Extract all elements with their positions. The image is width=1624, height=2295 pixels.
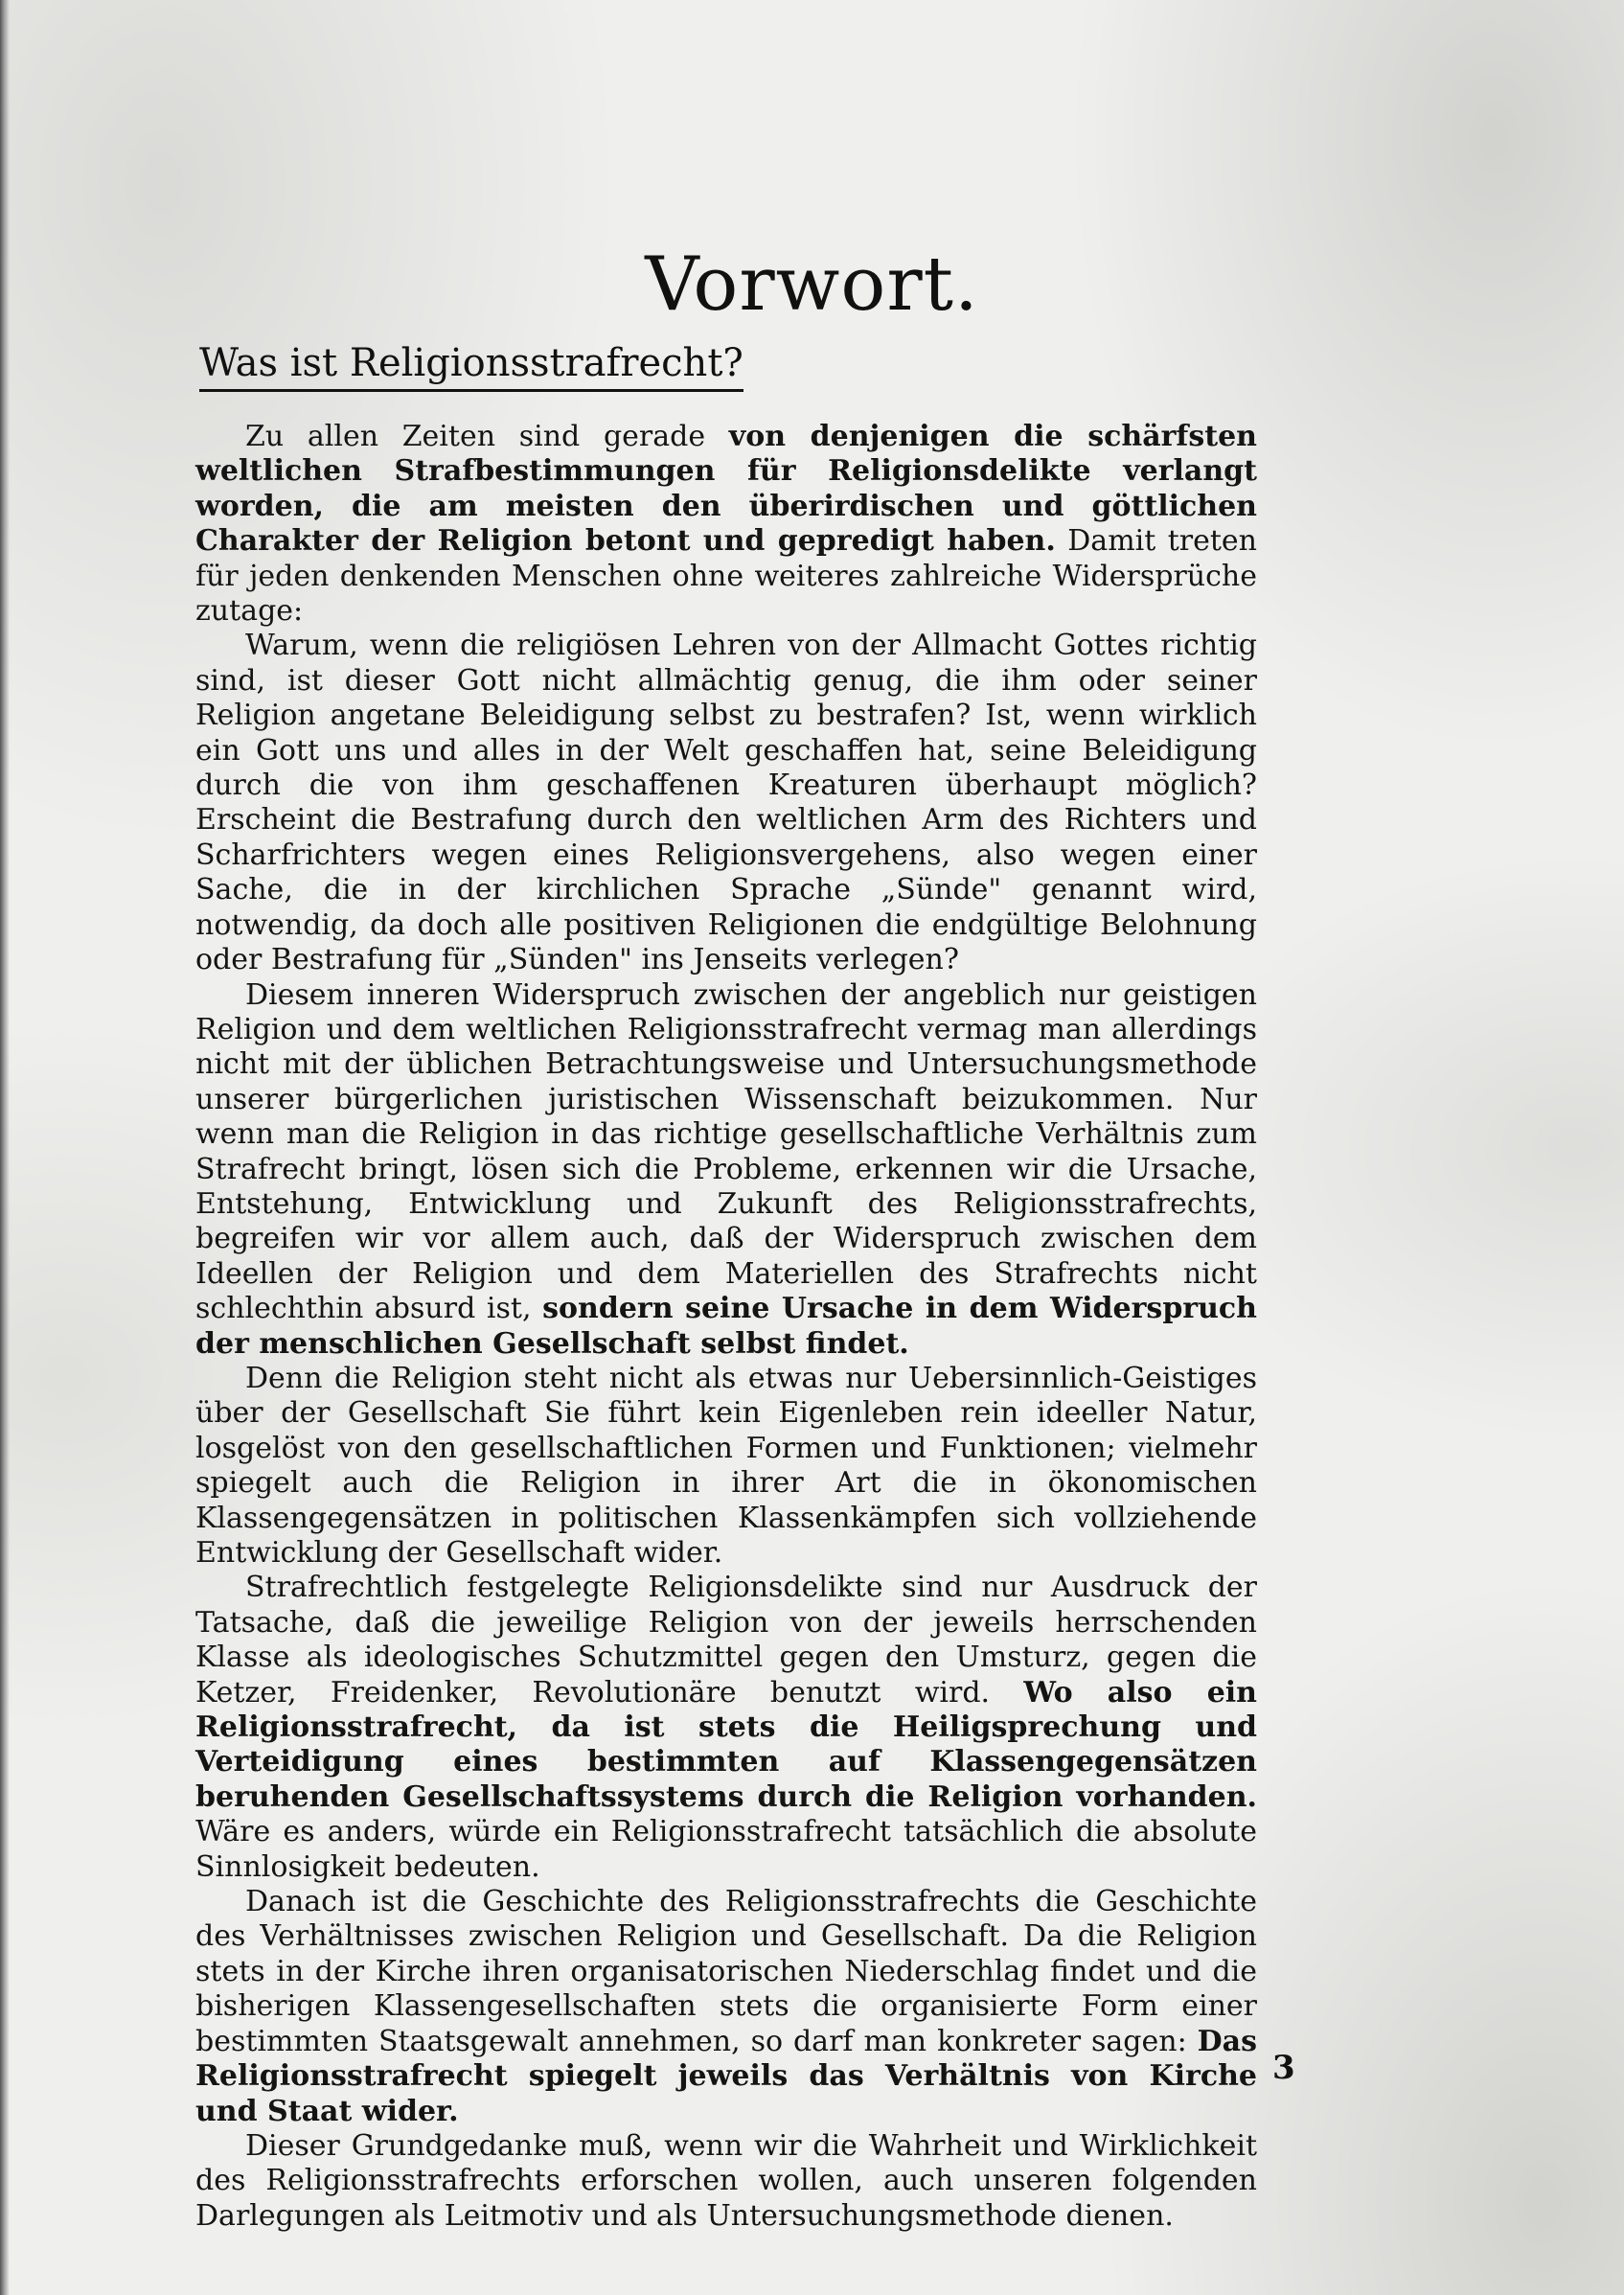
paragraph-1 [195, 420, 1257, 629]
section-subtitle: Was ist Religionsstrafrecht? [199, 341, 743, 392]
paragraph-5-rest: Wäre es anders, würde ein Religionsstrafrecht tatsächlich die absolute Sinnlosigkeit bedeuten. [195, 1815, 1257, 1884]
paragraph-6 [195, 1885, 1257, 2129]
page-number: 3 [1272, 2049, 1295, 2087]
paragraph-3-bold: sondern seine Ursache in dem Widerspruch der menschlichen Gesellschaft selbst findet. [195, 1292, 1257, 1361]
paragraph-4-text: Denn die Religion steht nicht als etwas nur Uebersinnlich-Geistiges über der Gesellschaft Sie führt kein Eigenleben rein ideeller Natur, losgelöst von den gesellschaftlichen Formen und Funktionen; vielmehr spiegelt auch die Religion in ihrer Art die in ökonomischen Klassengegensätzen in politischen Klassenkämpfen sich vollziehende Entwicklung der Gesellschaft wider. [195, 1361, 1257, 1570]
paragraph-6-bold: Das Religionsstrafrecht spiegelt jeweils das Verhältnis von Kirche und Staat wider. [195, 2024, 1257, 2128]
paragraph-3-text: Diesem inneren Widerspruch zwischen der angeblich nur geistigen Religion und dem weltlichen Religionsstrafrecht vermag man allerdings nicht mit der üblichen Betrachtungsweise und Untersuchungsmethode unserer bürgerlichen juristischen Wissenschaft beizukommen. Nur wenn man die Religion in das richtige gesellschaftliche Verhältnis zum Strafrecht bringt, lösen sich die Probleme, erkennen wir die Ursache, Entstehung, Entwicklung und Zukunft des Religionsstrafrechts, begreifen wir vor allem auch, daß der Widerspruch zwischen dem Ideellen der Religion und dem Materiellen des Strafrechts nicht schlechthin absurd ist, [195, 977, 1257, 1326]
paragraph-5 [195, 1571, 1257, 1885]
paragraph-7-text: Dieser Grundgedanke muß, wenn wir die Wahrheit und Wirklichkeit des Religionsstrafrechts erforschen wollen, auch unseren folgenden Darlegungen als Leitmotiv und als Untersuchungsmethode dienen. [195, 2128, 1257, 2233]
paragraph-1-text: Zu allen Zeiten sind gerade [245, 420, 706, 453]
paragraph-2 [195, 629, 1257, 977]
page-title: Vorwort. [645, 241, 979, 328]
body-text [195, 420, 1257, 2234]
page-binding-edge [0, 0, 10, 2295]
paragraph-1-rest: Damit treten für jeden denkenden Menschen ohne weiteres zahlreiche Widersprüche zutage: [195, 524, 1258, 629]
paragraph-5-bold: Wo also ein Religionsstrafrecht, da ist stets die Heiligsprechung und Verteidigung eines bestimmten auf Klassengegensätzen beruhenden Gesellschaftssystems durch die Religion vorhanden. [195, 1675, 1257, 1814]
paragraph-3 [195, 978, 1257, 1362]
paragraph-1-bold: von denjenigen die schärfsten weltlichen Strafbestimmungen für Religionsdelikte verlangt worden, die am meisten den überirdischen und göttlichen Charakter der Religion betont und gepredigt haben. [195, 420, 1257, 559]
paragraph-6-text: Danach ist die Geschichte des Religionsstrafrechts die Geschichte des Verhältnisses zwischen Religion und Gesellschaft. Da die Religion stets in der Kirche ihren organisatorischen Niederschlag findet und die bisherigen Klassengesellschaften stets die organisierte Form einer bestimmten Staatsgewalt annehmen, so darf man konkreter sagen: [195, 1885, 1257, 2058]
paragraph-5-text: Strafrechtlich festgelegte Religionsdelikte sind nur Ausdruck der Tatsache, daß die jeweilige Religion von der jeweils herrschenden Klasse als ideologisches Schutzmittel gegen den Umsturz, gegen die Ketzer, Freidenker, Revolutionäre benutzt wird. [195, 1571, 1257, 1710]
paragraph-2-text: Warum, wenn die religiösen Lehren von der Allmacht Gottes richtig sind, ist dieser Gott nicht allmächtig genug, die ihm oder seiner Religion angetane Beleidigung selbst zu bestrafen? Ist, wenn wirklich ein Gott uns und alles in der Welt geschaffen hat, seine Beleidigung durch die von ihm geschaffenen Kreaturen überhaupt möglich? Erscheint die Bestrafung durch den weltlichen Arm des Richters und Scharfrichters wegen eines Religionsvergehens, also wegen einer Sache, die in der kirchlichen Sprache „Sünde" genannt wird, notwendig, da doch alle positiven Religionen die endgültige Belohnung oder Bestrafung für „Sünden" ins Jenseits verlegen? [195, 629, 1257, 977]
paragraph-7 [195, 2129, 1257, 2234]
paragraph-4 [195, 1362, 1257, 1571]
